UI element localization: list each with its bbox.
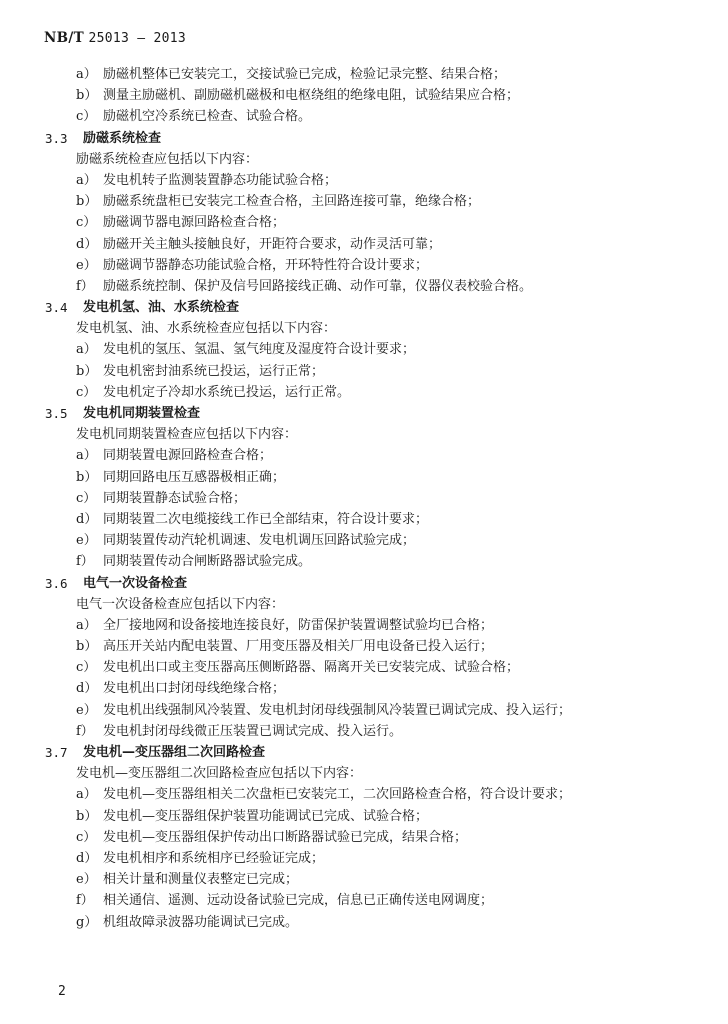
section-heading	[0, 297, 728, 318]
list-item-text: 发电机出口或主变压器高压侧断路器、隔离开关已安装完成、试验合格；	[103, 660, 520, 676]
list-item-marker: e）	[76, 257, 97, 273]
list-item	[0, 234, 728, 255]
list-item-marker: a）	[76, 617, 97, 633]
list-item-text: 同期装置静态试验合格；	[103, 490, 247, 506]
standard-code: NB/T	[44, 30, 84, 46]
section-heading	[0, 403, 728, 424]
list-item	[0, 170, 728, 191]
list-item-marker: f）	[76, 723, 94, 739]
section-intro	[0, 318, 728, 339]
list-item-text: 高压开关站内配电装置、厂用变压器及相关厂用电设备已投入运行；	[103, 639, 494, 655]
list-item-marker: b）	[76, 88, 98, 104]
list-item-marker: c）	[76, 490, 97, 506]
list-item	[0, 530, 728, 551]
list-item	[0, 85, 728, 106]
list-item-marker: d）	[76, 236, 98, 252]
list-item	[0, 551, 728, 572]
list-item-marker: d）	[76, 681, 98, 697]
document-body	[0, 64, 728, 933]
list-item-marker: e）	[76, 872, 97, 888]
list-item	[0, 700, 728, 721]
list-item-marker: b）	[76, 808, 98, 824]
section-title: 发电机同期装置检查	[83, 406, 201, 421]
section-number: 3.6	[45, 575, 68, 591]
list-item-text: 发电机密封油系统已投运，运行正常；	[103, 363, 325, 379]
section-title: 电气一次设备检查	[83, 575, 188, 591]
section-intro-text: 发电机同期装置检查应包括以下内容：	[76, 427, 298, 443]
page-header	[44, 30, 186, 46]
list-item-text: 发电机—变压器组保护传动出口断路器试验已完成，结果合格；	[103, 829, 468, 845]
list-item	[0, 869, 728, 890]
section-intro-text: 电气一次设备检查应包括以下内容：	[76, 596, 285, 612]
list-item-marker: e）	[76, 702, 97, 718]
list-item	[0, 912, 728, 933]
list-item-text: 励磁调节器电源回路检查合格；	[103, 215, 286, 231]
list-item-marker: f）	[76, 554, 94, 570]
list-item-text: 励磁系统控制、保护及信号回路接线正确、动作可靠，仪器仪表校验合格。	[103, 278, 533, 294]
list-item-marker: b）	[76, 194, 98, 210]
list-item-marker: c）	[76, 384, 97, 400]
list-item-text: 发电机相序和系统相序已经验证完成；	[103, 850, 325, 866]
list-item	[0, 276, 728, 297]
list-item	[0, 509, 728, 530]
list-item-text: 同期装置二次电缆接线工作已全部结束，符合设计要求；	[103, 511, 429, 527]
list-item-text: 相关计量和测量仪表整定已完成；	[103, 872, 299, 888]
list-item-marker: c）	[76, 109, 97, 125]
list-item-text: 测量主励磁机、副励磁机磁极和电枢绕组的绝缘电阻，试验结果应合格；	[103, 88, 520, 104]
list-item-text: 励磁调节器静态功能试验合格，开环特性符合设计要求；	[103, 257, 429, 273]
section-title: 发电机氢、油、水系统检查	[83, 300, 240, 316]
list-item-text: 同期装置传动汽轮机调速、发电机调压回路试验完成；	[103, 533, 416, 549]
section-number: 3.4	[45, 300, 68, 316]
section-intro	[0, 763, 728, 784]
list-item	[0, 784, 728, 805]
list-item	[0, 255, 728, 276]
list-item-text: 励磁机空冷系统已检查、试验合格。	[103, 109, 312, 125]
section-intro-text: 发电机—变压器组二次回路检查应包括以下内容：	[76, 766, 363, 782]
section-intro-text: 励磁系统检查应包括以下内容：	[76, 151, 259, 167]
list-item-marker: d）	[76, 850, 98, 866]
list-item-marker: a）	[76, 787, 97, 803]
list-item	[0, 382, 728, 403]
list-item	[0, 657, 728, 678]
section-heading	[0, 128, 728, 149]
list-item-text: 全厂接地网和设备接地连接良好，防雷保护装置调整试验均已合格；	[103, 617, 494, 633]
list-item-text: 发电机定子冷却水系统已投运，运行正常。	[103, 384, 351, 400]
list-item-marker: g）	[76, 914, 98, 930]
page-number: 2	[58, 984, 66, 999]
section-number: 3.5	[45, 406, 68, 421]
list-item-text: 发电机转子监测装置静态功能试验合格；	[103, 172, 338, 188]
list-item	[0, 827, 728, 848]
list-item-text: 发电机出线强制风冷装置、发电机封闭母线强制风冷装置已调试完成、投入运行；	[103, 702, 572, 718]
list-item	[0, 615, 728, 636]
list-item-marker: a）	[76, 172, 97, 188]
list-item-marker: a）	[76, 342, 97, 358]
list-item-text: 同期装置电源回路检查合格；	[103, 448, 273, 464]
section-title: 发电机—变压器组二次回路检查	[83, 745, 266, 760]
list-item	[0, 488, 728, 509]
list-item-text: 励磁开关主触头接触良好，开距符合要求，动作灵活可靠；	[103, 236, 442, 252]
list-item	[0, 64, 728, 85]
list-item	[0, 212, 728, 233]
standard-number: 25013 — 2013	[88, 31, 187, 46]
list-item-text: 机组故障录波器功能调试已完成。	[103, 914, 299, 930]
list-item-marker: f）	[76, 278, 94, 294]
list-item-marker: a）	[76, 67, 97, 82]
list-item	[0, 721, 728, 742]
list-item-text: 发电机—变压器组保护装置功能调试已完成、试验合格；	[103, 808, 429, 824]
list-item	[0, 890, 728, 911]
list-item-marker: c）	[76, 215, 97, 231]
list-item-marker: d）	[76, 511, 98, 527]
list-item-marker: b）	[76, 469, 98, 485]
list-item-marker: b）	[76, 363, 98, 379]
section-number: 3.3	[45, 130, 68, 146]
section-intro-text: 发电机氢、油、水系统检查应包括以下内容：	[76, 321, 337, 337]
list-item-marker: c）	[76, 829, 97, 845]
list-item-text: 励磁机整体已安装完工，交接试验已完成，检验记录完整、结果合格；	[103, 67, 507, 82]
section-heading	[0, 742, 728, 763]
list-item-text: 相关通信、遥测、远动设备试验已完成，信息已正确传送电网调度；	[103, 893, 494, 909]
section-intro	[0, 149, 728, 170]
list-item-marker: c）	[76, 660, 97, 676]
list-item	[0, 361, 728, 382]
section-intro	[0, 594, 728, 615]
list-item	[0, 339, 728, 360]
list-item	[0, 191, 728, 212]
list-item	[0, 806, 728, 827]
list-item-text: 发电机—变压器组相关二次盘柜已安装完工，二次回路检查合格，符合设计要求；	[103, 787, 572, 803]
list-item	[0, 467, 728, 488]
section-heading	[0, 573, 728, 594]
list-item-marker: f）	[76, 893, 94, 909]
list-item-text: 同期装置传动合闸断路器试验完成。	[103, 554, 312, 570]
list-item-marker: a）	[76, 448, 97, 464]
list-item-marker: e）	[76, 533, 97, 549]
section-intro	[0, 424, 728, 445]
list-item-text: 发电机的氢压、氢温、氢气纯度及湿度符合设计要求；	[103, 342, 416, 358]
list-item-text: 同期回路电压互感器极相正确；	[103, 469, 286, 485]
list-item	[0, 106, 728, 127]
section-title: 励磁系统检查	[83, 130, 162, 146]
list-item	[0, 636, 728, 657]
list-item-text: 发电机出口封闭母线绝缘合格；	[103, 681, 286, 697]
list-item-text: 发电机封闭母线微正压装置已调试完成、投入运行。	[103, 723, 403, 739]
list-item-marker: b）	[76, 639, 98, 655]
section-number: 3.7	[45, 745, 68, 760]
list-item	[0, 678, 728, 699]
list-item	[0, 445, 728, 466]
list-item	[0, 848, 728, 869]
list-item-text: 励磁系统盘柜已安装完工检查合格，主回路连接可靠，绝缘合格；	[103, 194, 481, 210]
